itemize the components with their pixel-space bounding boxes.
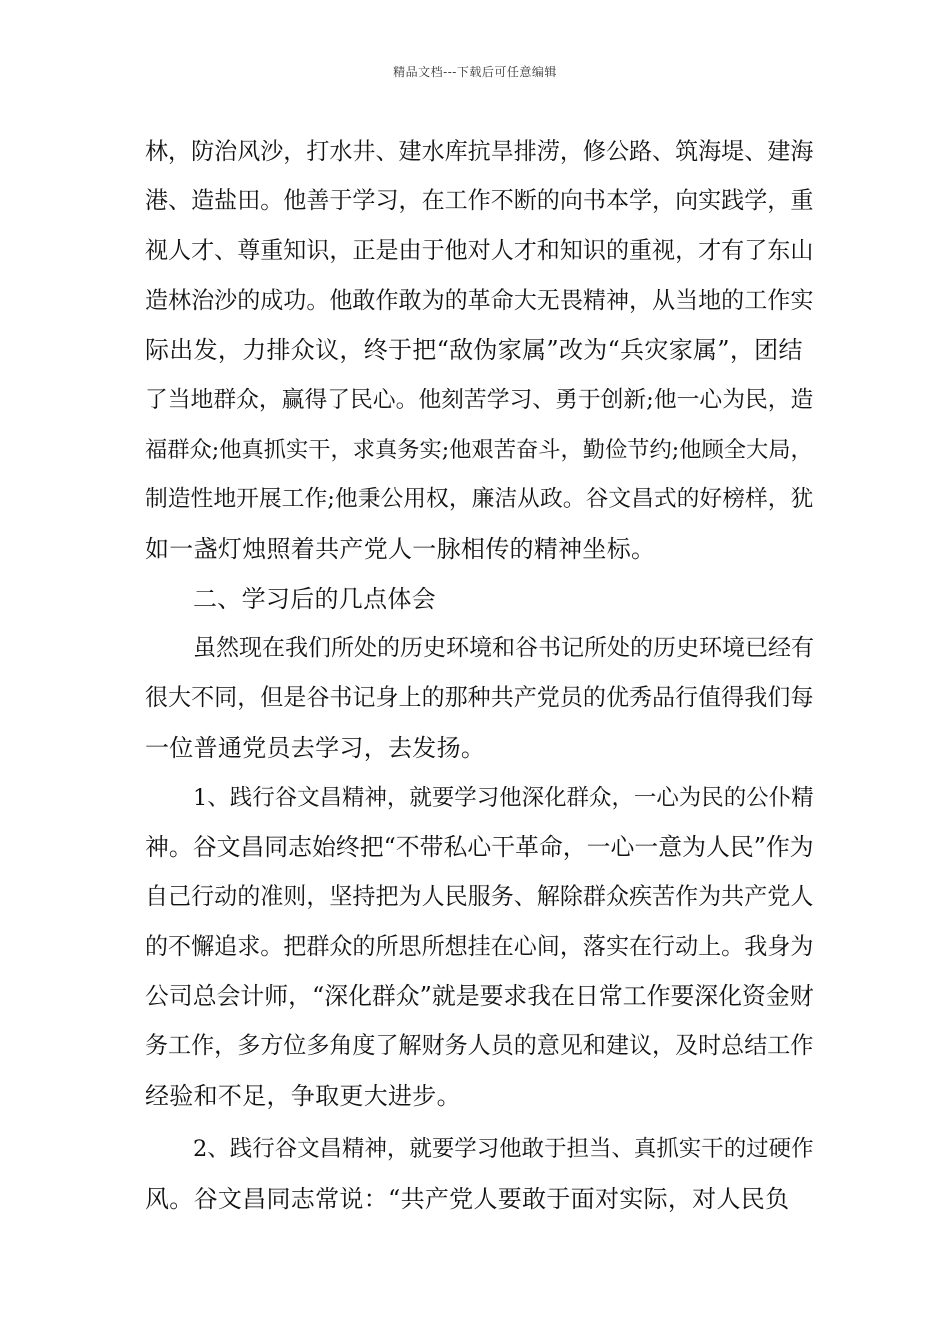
body-line: 林，防治风沙，打水井、建水库抗旱排涝，修公路、筑海堤、建海 xyxy=(145,139,814,165)
body-line: 制造性地开展工作;他秉公用权，廉洁从政。谷文昌式的好榜样，犹 xyxy=(145,486,814,512)
body-line: 虽然现在我们所处的历史环境和谷书记所处的历史环境已经有 xyxy=(193,635,814,661)
body-line: 风。谷文昌同志常说：“共产党人要敢于面对实际，对人民负 xyxy=(145,1185,790,1213)
body-line: 务工作，多方位多角度了解财务人员的意见和建议，及时总结工作 xyxy=(145,1033,814,1059)
body-line: 1、践行谷文昌精神，就要学习他深化群众，一心为民的公仆精 xyxy=(193,785,814,811)
body-line: 自己行动的准则，坚持把为人民服务、解除群众疾苦作为共产党人 xyxy=(145,884,814,910)
page-header: 精品文档---下载后可任意编辑 xyxy=(393,65,557,79)
body-line: 造林治沙的成功。他敢作敢为的革命大无畏精神，从当地的工作实 xyxy=(145,288,814,314)
body-line: 一位普通党员去学习，去发扬。 xyxy=(145,734,486,762)
body-line: 港、造盐田。他善于学习，在工作不断的向书本学，向实践学，重 xyxy=(145,188,814,214)
body-line: 了当地群众，赢得了民心。他刻苦学习、勇于创新;他一心为民，造 xyxy=(145,387,814,413)
body-line: 视人才、尊重知识，正是由于他对人才和知识的重视，才有了东山 xyxy=(145,238,814,264)
body-line: 经验和不足，争取更大进步。 xyxy=(145,1082,461,1110)
body-line: 如一盏灯烛照着共产党人一脉相传的精神坐标。 xyxy=(145,535,656,563)
body-line: 2、践行谷文昌精神，就要学习他敢于担当、真抓实干的过硬作 xyxy=(193,1136,814,1162)
body-line: 际出发，力排众议，终于把“敌伪家属”改为“兵灾家属”，团结 xyxy=(145,336,803,364)
body-line: 的不懈追求。把群众的所思所想挂在心间，落实在行动上。我身为 xyxy=(145,934,814,960)
body-line: 福群众;他真抓实干，求真务实;他艰苦奋斗，勤俭节约;他顾全大局， xyxy=(145,437,813,463)
body-line: 公司总会计师，“深化群众”就是要求我在日常工作要深化资金财 xyxy=(145,982,814,1010)
body-line: 很大不同，但是谷书记身上的那种共产党员的优秀品行值得我们每 xyxy=(145,685,814,711)
body-line: 神。谷文昌同志始终把“不带私心干革命，一心一意为人民”作为 xyxy=(145,833,814,861)
section-heading: 二、学习后的几点体会 xyxy=(193,585,436,613)
